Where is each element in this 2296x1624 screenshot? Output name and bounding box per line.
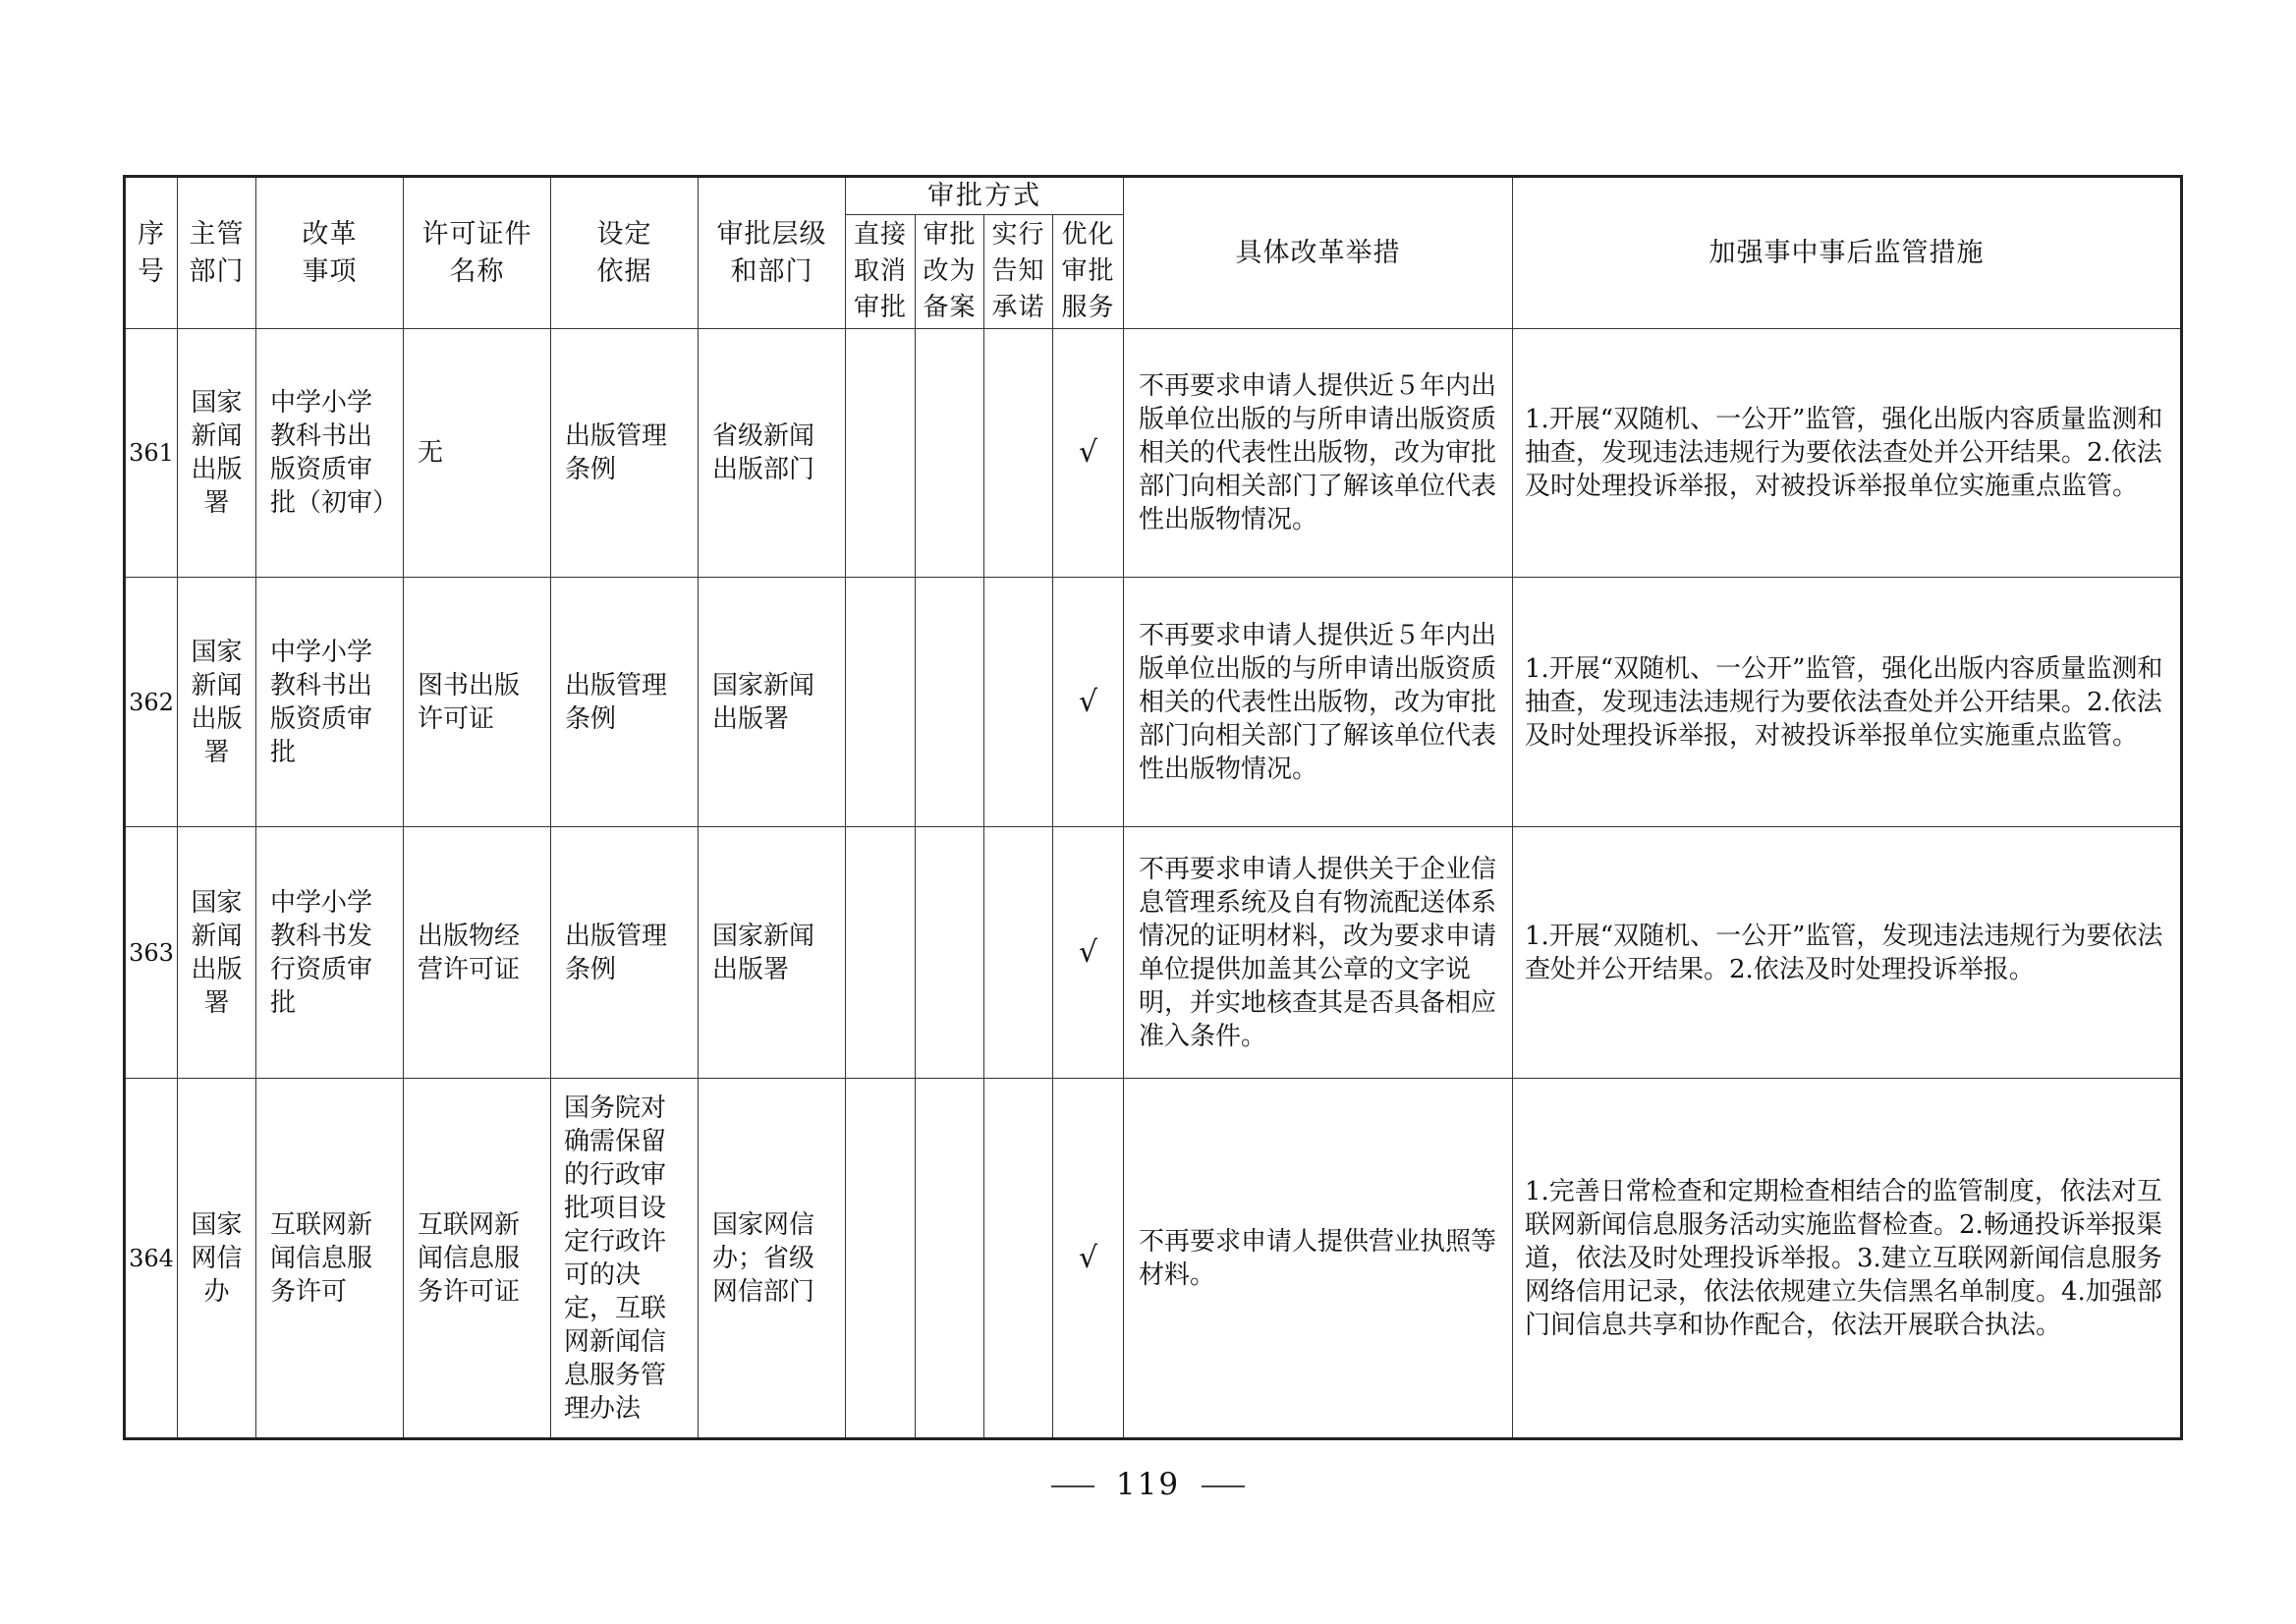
row-item: 中学小学教科书发行资质审批: [256, 827, 404, 1079]
header-method-optimize: 优化审批服务: [1053, 215, 1124, 329]
row-optimize-check: √: [1053, 578, 1124, 827]
header-license: 许可证件名称: [404, 177, 551, 329]
page-number: [0, 1467, 2296, 1502]
row-dept: 国家新闻出版署: [178, 827, 256, 1079]
header-method-group: 审批方式: [846, 177, 1124, 215]
row-notice: [984, 329, 1053, 578]
row-measures: 不再要求申请人提供营业执照等材料。: [1124, 1079, 1513, 1439]
row-cancel: [846, 578, 916, 827]
row-optimize-check: √: [1053, 827, 1124, 1079]
row-license: 出版物经营许可证: [404, 827, 551, 1079]
row-basis: 出版管理条例: [551, 827, 699, 1079]
row-license: 无: [404, 329, 551, 578]
header-method-cancel: 直接取消审批: [846, 215, 916, 329]
header-level: 审批层级和部门: [699, 177, 846, 329]
row-record: [916, 578, 984, 827]
row-measures: 不再要求申请人提供近５年内出版单位出版的与所申请出版资质相关的代表性出版物，改为审批部门向相关部门了解该单位代表性出版物情况。: [1124, 329, 1513, 578]
row-notice: [984, 1079, 1053, 1439]
page-number-right-dash: [1202, 1485, 1245, 1487]
row-measures: 不再要求申请人提供关于企业信息管理系统及自有物流配送体系情况的证明材料，改为要求申请单位提供加盖其公章的文字说明，并实地核查其是否具备相应准入条件。: [1124, 827, 1513, 1079]
page-number-left-dash: [1051, 1485, 1094, 1487]
row-record: [916, 329, 984, 578]
row-item: 互联网新闻信息服务许可: [256, 1079, 404, 1439]
row-cancel: [846, 827, 916, 1079]
header-item: 改革事项: [256, 177, 404, 329]
row-supervision: 1.完善日常检查和定期检查相结合的监管制度，依法对互联网新闻信息服务活动实施监督检查。2.畅通投诉举报渠道，依法及时处理投诉举报。3.建立互联网新闻信息服务网络信用记录，依法依规建立失信黑名单制度。4.加强部门间信息共享和协作配合，依法开展联合执法。: [1513, 1079, 2182, 1439]
row-measures: 不再要求申请人提供近５年内出版单位出版的与所申请出版资质相关的代表性出版物，改为审批部门向相关部门了解该单位代表性出版物情况。: [1124, 578, 1513, 827]
row-record: [916, 827, 984, 1079]
row-basis: 出版管理条例: [551, 329, 699, 578]
row-dept: 国家新闻出版署: [178, 578, 256, 827]
row-basis: 国务院对确需保留的行政审批项目设定行政许可的决定，互联网新闻信息服务管理办法: [551, 1079, 699, 1439]
row-license: 互联网新闻信息服务许可证: [404, 1079, 551, 1439]
header-seq: 序号: [125, 177, 178, 329]
table-row: [125, 1079, 2182, 1439]
page-number-text: 119: [1115, 1467, 1181, 1502]
header-method-record: 审批改为备案: [916, 215, 984, 329]
row-item: 中学小学教科书出版资质审批（初审）: [256, 329, 404, 578]
header-measures: 具体改革举措: [1124, 177, 1513, 329]
row-dept: 国家新闻出版署: [178, 329, 256, 578]
table-row: [125, 578, 2182, 827]
row-seq: 361: [125, 329, 178, 578]
row-item: 中学小学教科书出版资质审批: [256, 578, 404, 827]
row-dept: 国家网信办: [178, 1079, 256, 1439]
row-cancel: [846, 329, 916, 578]
row-seq: 363: [125, 827, 178, 1079]
row-supervision: 1.开展“双随机、一公开”监管，发现违法违规行为要依法查处并公开结果。2.依法及时处理投诉举报。: [1513, 827, 2182, 1079]
reform-table: [123, 175, 2183, 1440]
header-supervision: 加强事中事后监管措施: [1513, 177, 2182, 329]
header-row: [125, 177, 2182, 215]
header-basis: 设定依据: [551, 177, 699, 329]
row-supervision: 1.开展“双随机、一公开”监管，强化出版内容质量监测和抽查，发现违法违规行为要依法查处并公开结果。2.依法及时处理投诉举报，对被投诉举报单位实施重点监管。: [1513, 329, 2182, 578]
row-record: [916, 1079, 984, 1439]
header-dept: 主管部门: [178, 177, 256, 329]
row-supervision: 1.开展“双随机、一公开”监管，强化出版内容质量监测和抽查，发现违法违规行为要依法查处并公开结果。2.依法及时处理投诉举报，对被投诉举报单位实施重点监管。: [1513, 578, 2182, 827]
row-cancel: [846, 1079, 916, 1439]
table-row: [125, 329, 2182, 578]
row-level: 国家新闻出版署: [699, 827, 846, 1079]
row-level: 国家网信办；省级网信部门: [699, 1079, 846, 1439]
table-row: [125, 827, 2182, 1079]
row-level: 国家新闻出版署: [699, 578, 846, 827]
row-seq: 364: [125, 1079, 178, 1439]
row-license: 图书出版许可证: [404, 578, 551, 827]
row-basis: 出版管理条例: [551, 578, 699, 827]
row-notice: [984, 578, 1053, 827]
header-method-notice: 实行告知承诺: [984, 215, 1053, 329]
row-optimize-check: √: [1053, 329, 1124, 578]
row-notice: [984, 827, 1053, 1079]
row-level: 省级新闻出版部门: [699, 329, 846, 578]
row-optimize-check: √: [1053, 1079, 1124, 1439]
row-seq: 362: [125, 578, 178, 827]
